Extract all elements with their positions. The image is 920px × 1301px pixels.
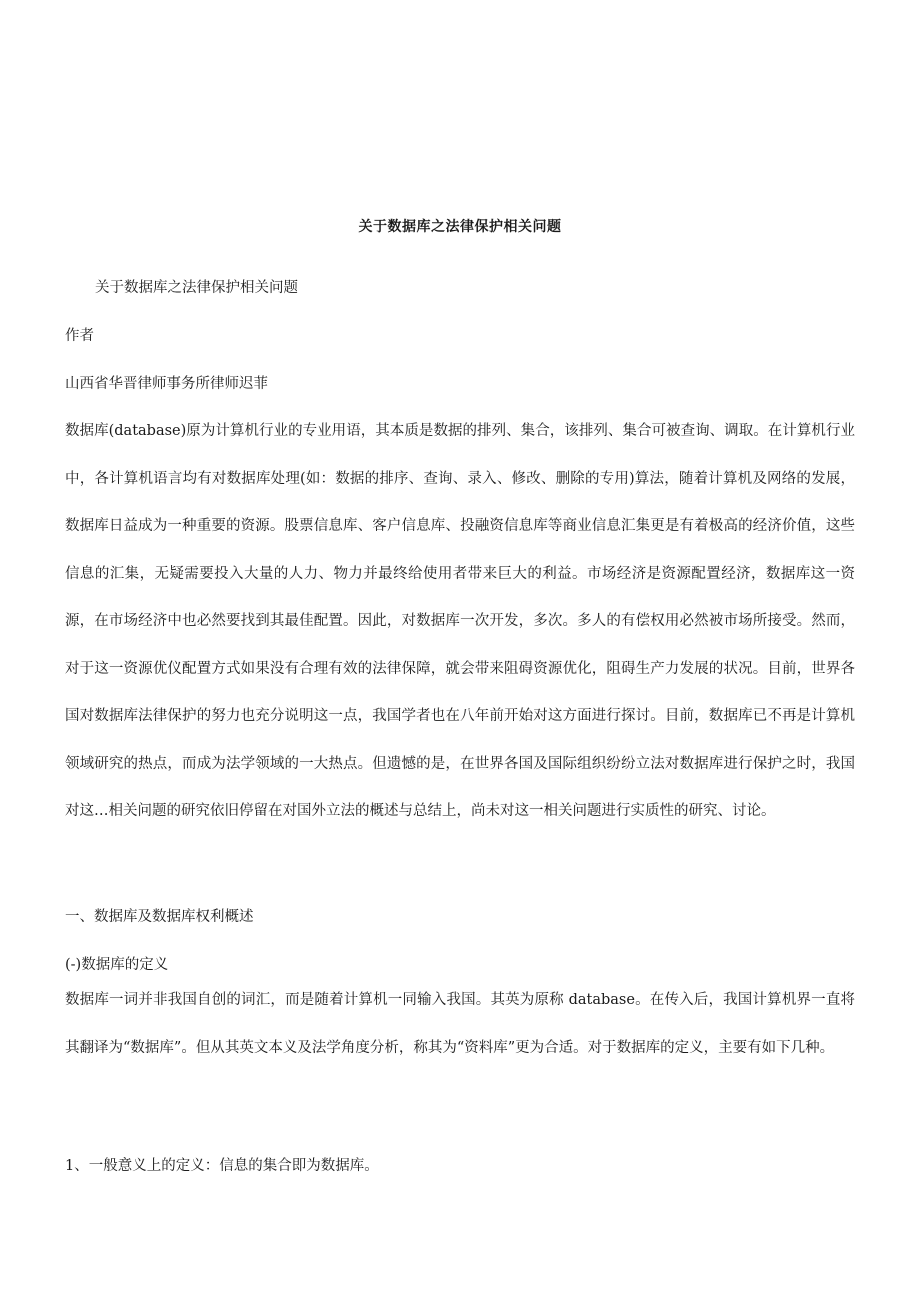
document-title: 关于数据库之法律保护相关问题	[358, 219, 562, 235]
author-label: 作者	[65, 328, 94, 344]
subsection-heading: (-)数据库的定义	[65, 957, 169, 973]
document-subtitle: 关于数据库之法律保护相关问题	[95, 280, 298, 296]
list-item: 1、一般意义上的定义：信息的集合即为数据库。	[65, 1158, 379, 1174]
definition-paragraph: 数据库一词并非我国自创的词汇，而是随着计算机一同输入我国。其英为原称 database。在传入后，我国计算机界一直将其翻译为“数据库”。但从其英文本义及法学角度分析，称其为“资料库”更为合适。对于数据库的定义，主要有如下几种。	[65, 992, 855, 1056]
author-name: 山西省华晋律师事务所律师迟菲	[65, 376, 268, 392]
intro-paragraph: 数据库(database)原为计算机行业的专业用语，其本质是数据的排列、集合，该排列、集合可被查询、调取。在计算机行业中，各计算机语言均有对数据库处理(如：数据的排序、查询、录入、修改、删除的专用)算法，随着计算机及网络的发展，数据库日益成为一种重要的资源。股票信息库、客户信息库、投融资信息库等商业信息汇集更是有着极高的经济价值，这些信息的汇集，无疑需要投入大量的人力、物力并最终给使用者带来巨大的利益。市场经济是资源配置经济，数据库这一资源，在市场经济中也必然要找到其最佳配置。因此，对数据库一次开发，多次。多人的有偿权用必然被市场所接受。然而，对于这一资源优仪配置方式如果没有合理有效的法律保障，就会带来阻碍资源优化，阻碍生产力发展的状况。目前，世界各国对数据库法律保护的努力也充分说明这一点，我国学者也在八年前开始对这方面进行探讨。目前，数据库已不再是计算机领域研究的热点，而成为法学领域的一大热点。但遗憾的是，在世界各国及国际组织纷纷立法对数据库进行保护之时，我国对这…相关问题的研究依旧停留在对国外立法的概述与总结上，尚未对这一相关问题进行实质性的研究、讨论。	[65, 423, 855, 819]
section-heading: 一、数据库及数据库权利概述	[65, 909, 254, 925]
